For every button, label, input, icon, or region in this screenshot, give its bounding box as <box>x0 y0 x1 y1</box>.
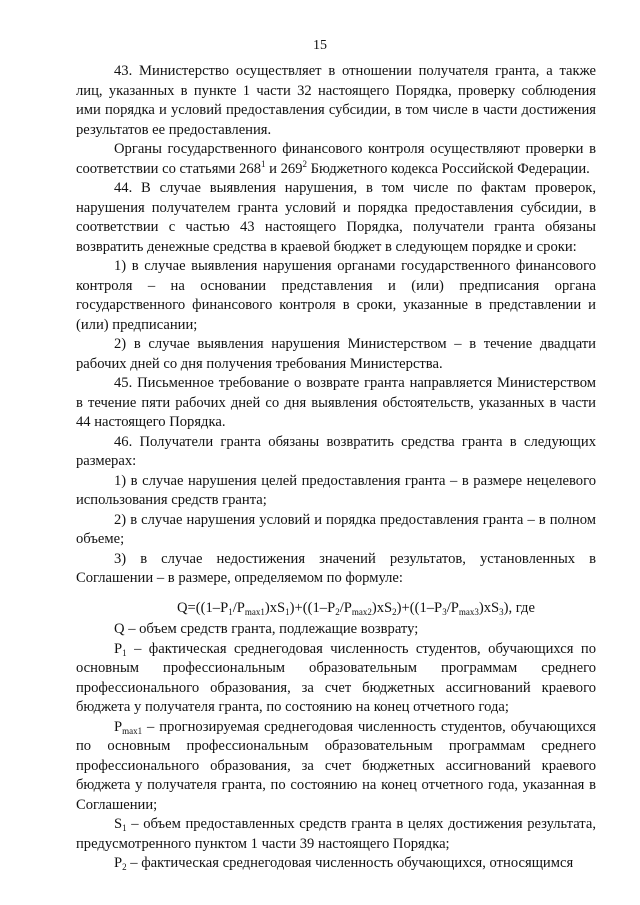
formula-part: )xS <box>264 599 286 616</box>
symbol-sub: 1 <box>122 823 127 833</box>
definition-text: – прогнозируемая среднегодовая численность студентов, обучающихся по основным профессиональным образовательным программам среднего профессионального образования, за счет бюджетных ассигнований краевого бюджета у получателя гранта, по состоянию на конец отчетного года, указанная в Соглашении; <box>76 718 596 813</box>
formula-sub: max3 <box>458 606 479 617</box>
paragraph-44-item-2: 2) в случае выявления нарушения Министерством – в течение двадцати рабочих дней со дня получения требования Министерства. <box>76 336 596 372</box>
formula-part: Q=((1–P <box>177 599 229 616</box>
symbol: P <box>114 640 123 657</box>
formula-sub: 3 <box>442 606 447 617</box>
text-fragment: Бюджетного кодекса Российской Федерации. <box>307 160 590 177</box>
formula-sub: 2 <box>335 606 340 617</box>
symbol-sub: 1 <box>122 647 127 658</box>
superscript: 1 <box>261 158 266 169</box>
paragraph-44: 44. В случае выявления нарушения, в том числе по фактам проверок, нарушения получателем гранта условий и порядка предоставления субсидии, в соответствии с частью 43 настоящего Порядка, получатели гранта обязаны возвратить денежные средства в краевой бюджет в следующем порядке и сроки: <box>76 180 596 255</box>
formula-part: /P <box>339 599 352 616</box>
superscript: 2 <box>302 158 307 169</box>
formula-sub: 1 <box>228 606 233 617</box>
definition-pmax1 <box>76 718 596 816</box>
formula-part: )+((1–P <box>396 599 443 616</box>
symbol-sub: max1 <box>122 725 143 736</box>
symbol: S <box>114 816 123 832</box>
paragraph-45: 45. Письменное требование о возврате гранта направляется Министерством в течение пяти рабочих дней со дня выявления обстоятельств, указанных в части 44 настоящего Порядка. <box>76 375 596 430</box>
page-number: 15 <box>313 38 327 53</box>
symbol: P <box>114 855 123 871</box>
definition-text: – фактическая среднегодовая численность обучающихся, относящимся <box>126 855 574 871</box>
formula-part: )xS <box>478 599 500 616</box>
formula-part: /P <box>232 599 245 616</box>
formula-part: )xS <box>371 599 393 616</box>
formula-part: )+((1–P <box>289 599 336 616</box>
paragraph-46-item-2: 2) в случае нарушения условий и порядка предоставления гранта – в полном объеме; <box>76 511 596 547</box>
paragraph-46: 46. Получатели гранта обязаны возвратить средства гранта в следующих размерах: <box>76 433 596 469</box>
formula-sub: 3 <box>499 606 504 617</box>
formula-sub: 1 <box>285 606 290 617</box>
formula-sub: max2 <box>351 606 372 617</box>
definition-p2 <box>76 854 596 874</box>
text-fragment: и 269 <box>265 160 303 177</box>
document-body <box>76 62 596 874</box>
symbol: P <box>114 718 123 735</box>
paragraph-46-item-3: 3) в случае недостижения значений результатов, установленных в Соглашении – в размере, определяемом по формуле: <box>76 550 596 586</box>
definition-p1 <box>76 640 596 718</box>
paragraph-43: 43. Министерство осуществляет в отношении получателя гранта, а также лиц, указанных в пункте 1 части 32 настоящего Порядка, проверку соблюдения ими порядка и условий предоставления субсидии, в том числе в части достижения результатов ее предоставления. <box>76 63 596 138</box>
formula-part: /P <box>446 599 459 616</box>
formula <box>76 599 596 619</box>
definition-s1 <box>76 815 596 854</box>
definition-q: Q – объем средств гранта, подлежащие возврату; <box>114 621 419 637</box>
definition-text: – фактическая среднегодовая численность студентов, обучающихся по основным профессиональным образовательным программам среднего профессионального образования, за счет бюджетных ассигнований краевого бюджета у получателя гранта, по состоянию на конец отчетного года; <box>76 640 596 715</box>
symbol-sub: 2 <box>122 862 127 872</box>
formula-sub: 2 <box>392 606 397 617</box>
paragraph-43-control <box>76 140 596 179</box>
formula-sub: max1 <box>244 606 265 617</box>
text-fragment: Органы государственного финансового контроля осуществляют проверки в соответствии со статьями 268 <box>76 141 596 177</box>
formula-part: ), где <box>503 599 535 616</box>
definition-text: – объем предоставленных средств гранта в целях достижения результата, предусмотренного пунктом 1 части 39 настоящего Порядка; <box>76 816 596 852</box>
paragraph-44-item-1: 1) в случае выявления нарушения органами государственного финансового контроля – на основании представления и (или) предписания органа государственного финансового контроля в сроки, указанные в представлении и (или) предписании; <box>76 258 596 333</box>
paragraph-46-item-1: 1) в случае нарушения целей предоставления гранта – в размере нецелевого использования средств гранта; <box>76 472 596 508</box>
